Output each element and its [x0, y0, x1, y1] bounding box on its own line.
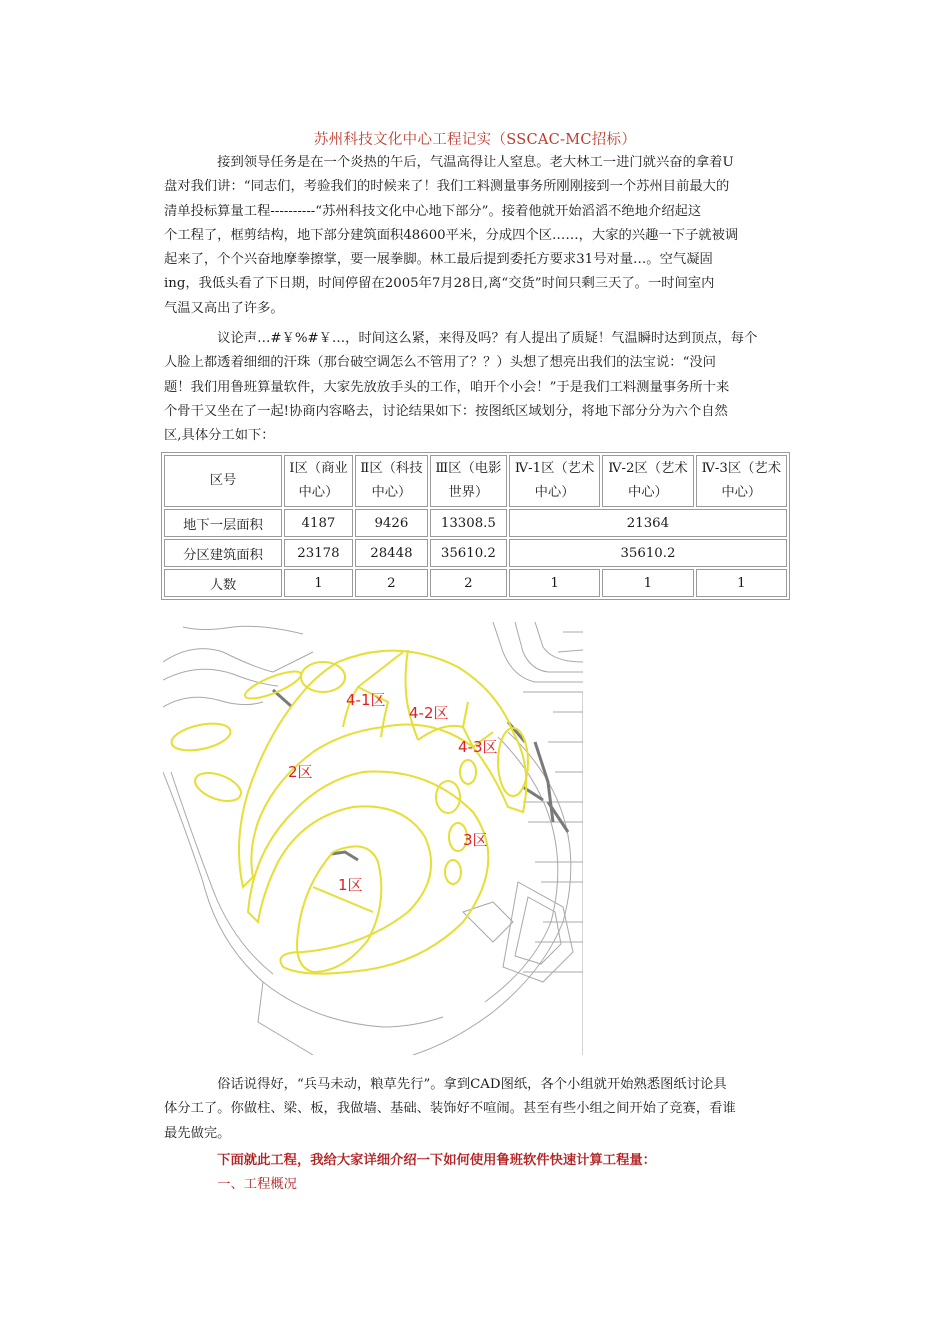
table-header-row: [164, 455, 787, 507]
table-row: [164, 539, 787, 567]
text-line: ing，我低头看了下日期，时间停留在2005年7月28日,离“交货”时间只剩三天了。一时间室内: [164, 276, 715, 292]
cad-zone-plan: [163, 622, 583, 1055]
paragraph-preparation: [164, 1073, 790, 1146]
table-header-cell: Ⅳ-2区（艺术 中心）: [602, 455, 693, 507]
paragraph-discussion: [164, 327, 790, 448]
text-line: 区,具体分工如下：: [164, 428, 275, 444]
row-label: 分区建筑面积: [164, 539, 282, 567]
zone-labels: [288, 691, 498, 894]
zone-label-3: 3区: [463, 831, 488, 849]
text-line: 人脸上都透着细细的汗珠（那台破空调怎么不管用了？？）头想了想亮出我们的法宝说：“没问: [164, 355, 716, 371]
table-cell: 1: [284, 569, 353, 597]
zone-assignment-table: [161, 452, 790, 600]
table-header-cell: 区号: [164, 455, 282, 507]
table-header-cell: Ⅰ区（商业 中心）: [284, 455, 353, 507]
paragraph-intro: [164, 151, 790, 321]
row-label: 人数: [164, 569, 282, 597]
table-cell: 1: [509, 569, 600, 597]
text-line: 接到领导任务是在一个炎热的午后，气温高得让人窒息。老大林工一进门就兴奋的拿着U: [164, 155, 734, 170]
text-line: 清单投标算量工程----------“苏州科技文化中心地下部分”。接着他就开始滔滔不绝地介绍起这: [164, 203, 702, 219]
highlight-sentence: 下面就此工程，我给大家详细介绍一下如何使用鲁班软件快速计算工程量：: [164, 1153, 656, 1168]
section-heading: 一、工程概况: [164, 1177, 297, 1192]
zone-label-1: 1区: [338, 876, 363, 894]
table-cell: 2: [355, 569, 428, 597]
zone-label-4-2: 4-2区: [409, 704, 449, 722]
text-line: 起来了，个个兴奋地摩拳擦掌，要一展拳脚。林工最后提到委托方要求31号对量…。空气凝固: [164, 252, 713, 268]
table-cell: 1: [602, 569, 693, 597]
row-label: 地下一层面积: [164, 509, 282, 537]
table-cell: 9426: [355, 509, 428, 537]
table-row: [164, 569, 787, 597]
table-cell: 4187: [284, 509, 353, 537]
text-line: 最先做完。: [164, 1125, 231, 1141]
text-line: 议论声…#￥%#￥…，时间这么紧，来得及吗？有人提出了质疑！气温瞬时达到顶点，每个: [164, 331, 758, 346]
table-cell: 2: [430, 569, 507, 597]
zone-label-4-3: 4-3区: [458, 738, 498, 756]
table-cell: 35610.2: [509, 539, 787, 567]
table-cell: 13308.5: [430, 509, 507, 537]
text-line: 题！我们用鲁班算量软件，大家先放放手头的工作，咱开个小会！”于是我们工料测量事务所十来: [164, 379, 730, 395]
text-line: 俗话说得好，“兵马未动，粮草先行”。拿到CAD图纸，各个小组就开始熟悉图纸讨论具: [164, 1077, 727, 1092]
document-title: 苏州科技文化中心工程记实（SSCAC-MC招标）: [313, 132, 637, 148]
table-row: [164, 509, 787, 537]
text-line: 气温又高出了许多。: [164, 300, 284, 316]
table-cell: 21364: [509, 509, 787, 537]
cad-context-lines: [163, 622, 583, 1055]
table-header-cell: Ⅱ区（科技 中心）: [355, 455, 428, 507]
zone-label-2: 2区: [288, 763, 313, 781]
table-cell: 23178: [284, 539, 353, 567]
table-header-cell: Ⅳ-3区（艺术 中心）: [696, 455, 787, 507]
table-cell: 35610.2: [430, 539, 507, 567]
table-cell: 1: [696, 569, 787, 597]
text-line: 体分工了。你做柱、梁、板，我做墙、基础、装饰好不喧闹。甚至有些小组之间开始了竞赛，看谁: [164, 1101, 736, 1117]
table-header-cell: Ⅲ区（电影 世界）: [430, 455, 507, 507]
zone-label-4-1: 4-1区: [346, 691, 386, 709]
table-cell: 28448: [355, 539, 428, 567]
text-line: 盘对我们讲：“同志们，考验我们的时候来了！我们工料测量事务所刚刚接到一个苏州目前最大的: [164, 179, 730, 195]
text-line: 个工程了，框剪结构，地下部分建筑面积48600平米，分成四个区……，大家的兴趣一下子就被调: [164, 227, 739, 243]
text-line: 个骨干又坐在了一起!协商内容略去，讨论结果如下：按图纸区域划分，将地下部分分为六个自然: [164, 403, 728, 419]
table-header-cell: Ⅳ-1区（艺术 中心）: [509, 455, 600, 507]
